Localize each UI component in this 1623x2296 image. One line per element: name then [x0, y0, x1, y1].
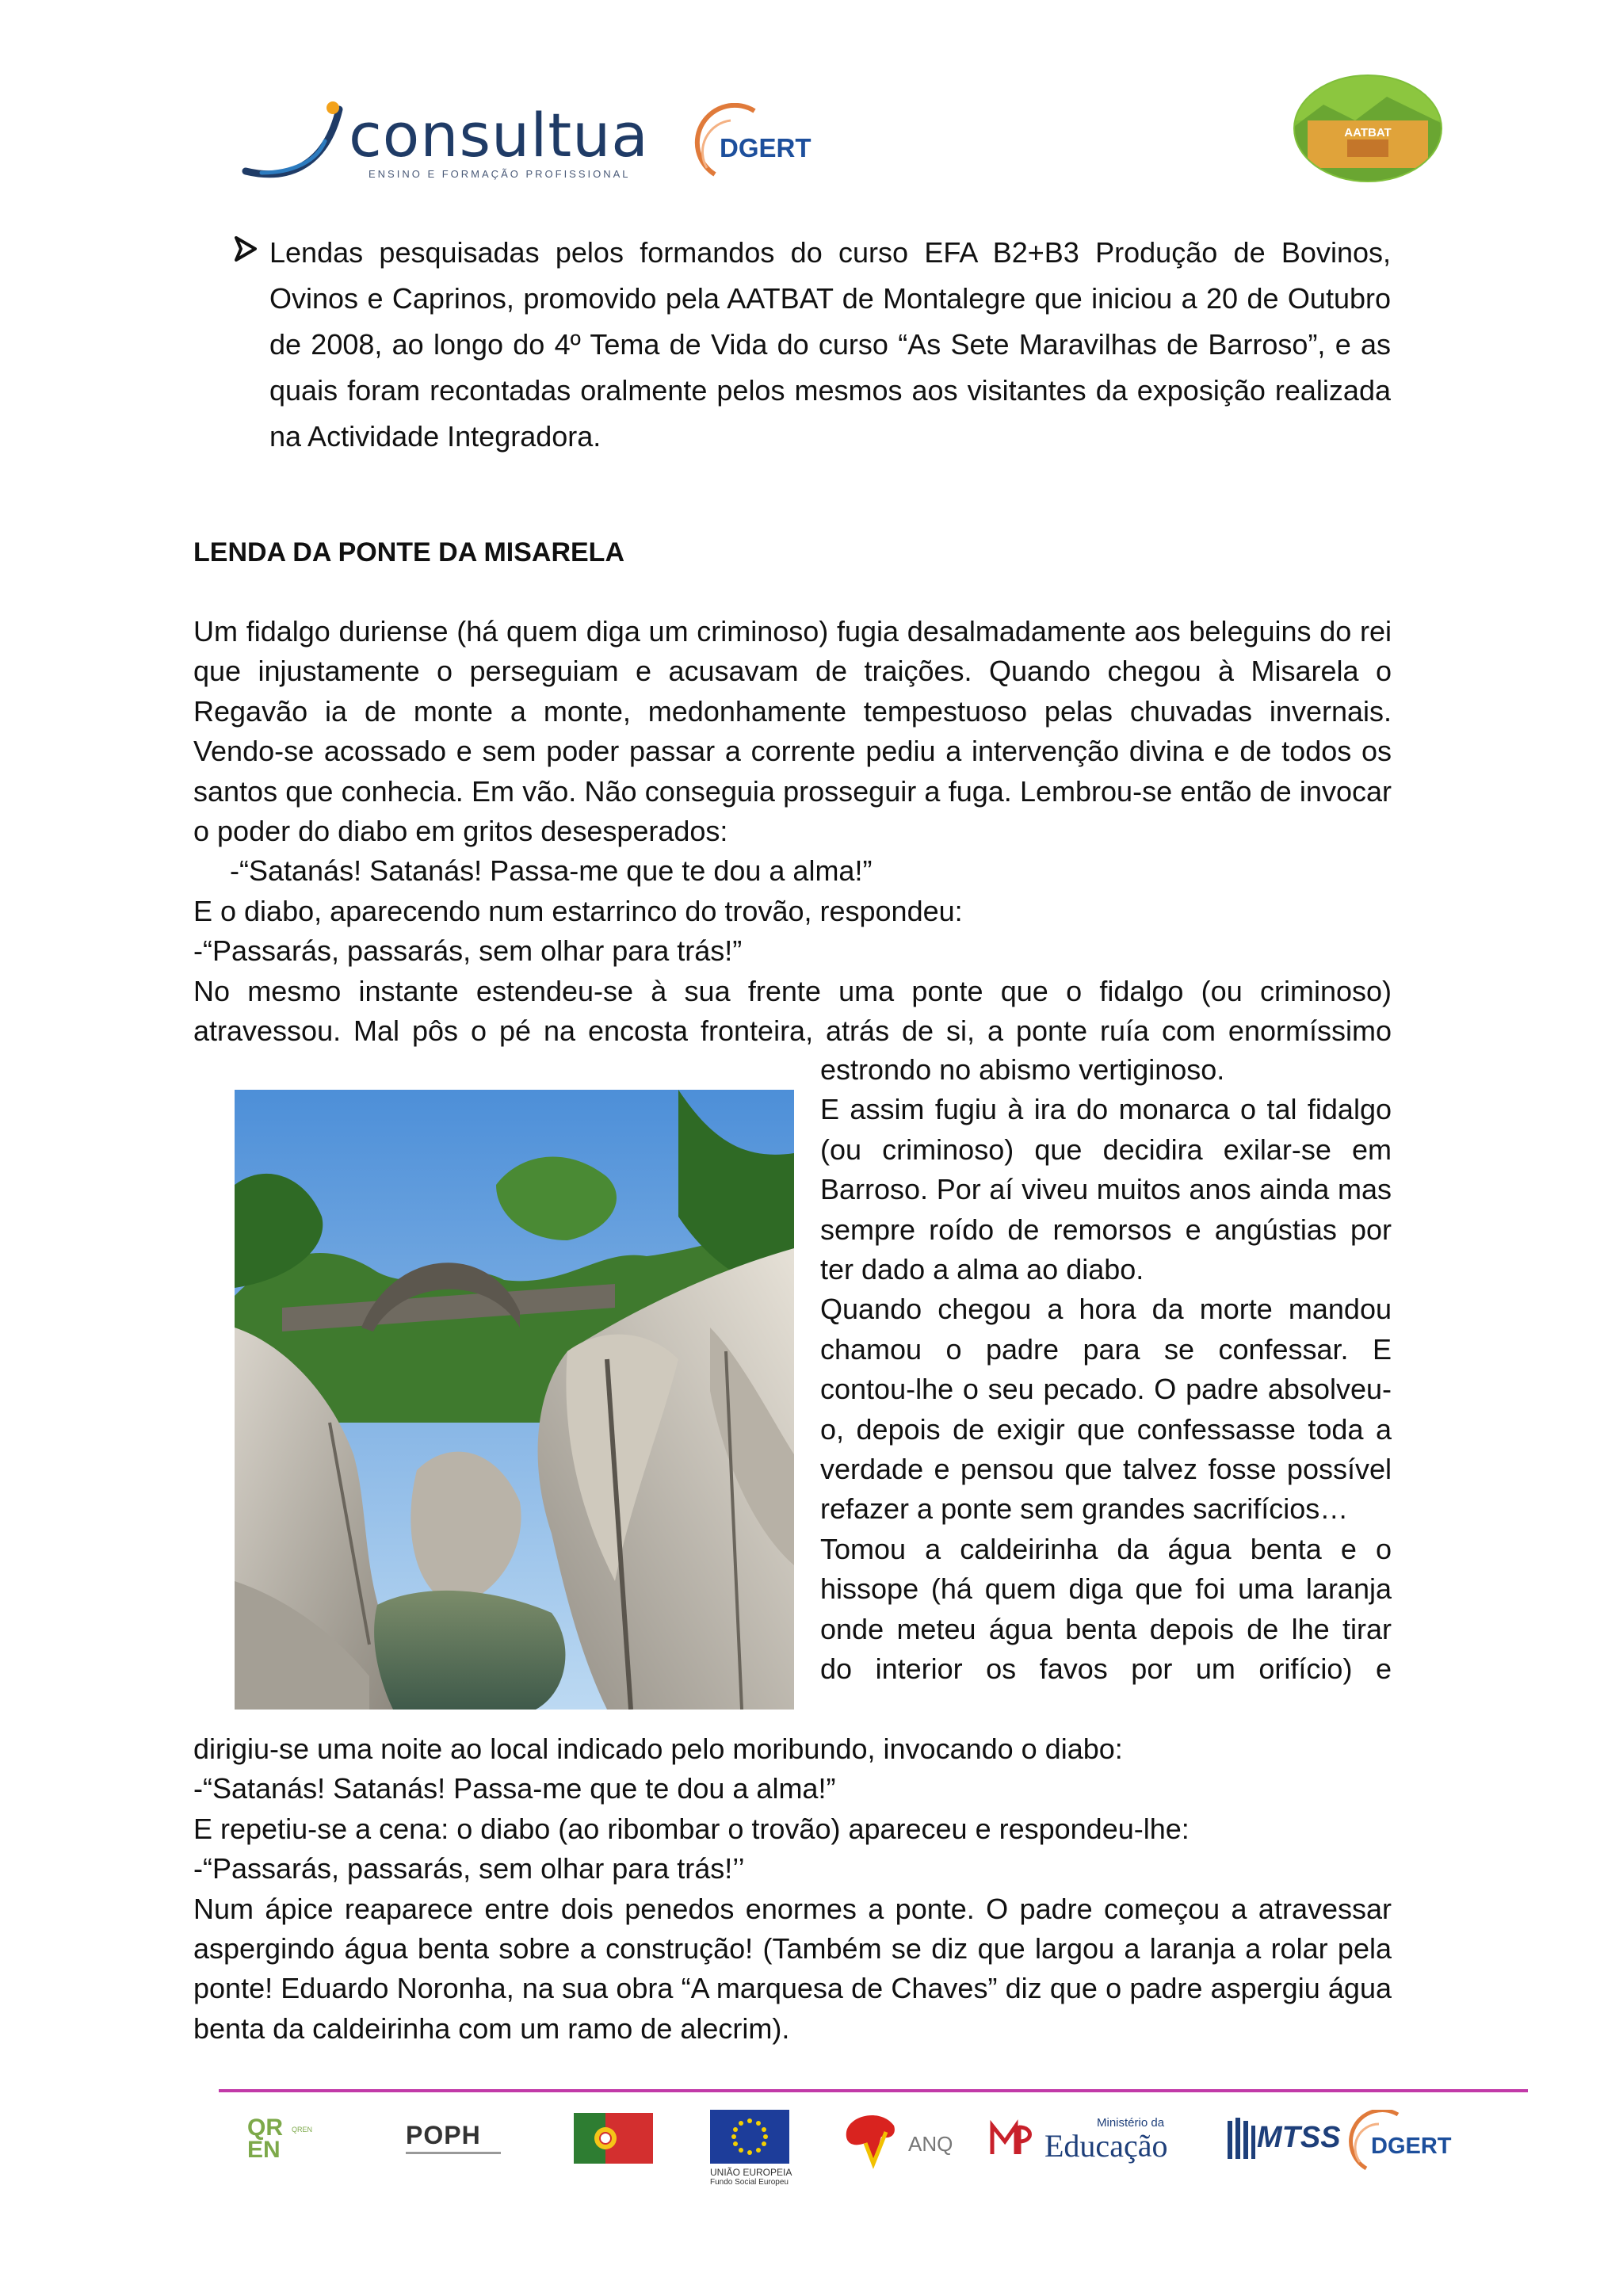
legend-paragraph-8: Num ápice reaparece entre dois penedos enormes a ponte. O padre começou a atravessar aspergindo água benta sobre a construção! (Também se diz que largou a laranja a rolar pela ponte! Eduardo Noronha, na sua obra “A marquesa de Chaves” diz que o padre aspergiu água benta da caldeirinha com um ramo de alecrim). — [193, 1892, 1392, 2045]
portugal-flag-icon — [574, 2113, 653, 2164]
dgert-footer-logo — [1342, 2110, 1461, 2173]
qren-label: QREN — [292, 2126, 313, 2134]
legend-paragraph-1: Um fidalgo duriense (há quem diga um criminoso) fugia desalmadamente aos beleguins do rei que injustamente o perseguiam e acusavam de traições. Quando chegou à Misarela o Regavão ia de monte a monte, medonhamente tempestuoso pelas chuvadas invernais. Vendo-se acossado e sem poder passar a corrente pediu a intervenção divina e de todos os santos que conhecia. Em vão. Não conseguia prosseguir a fuga. Lembrou-se então de invocar o poder do diabo em gritos desesperados: — [193, 615, 1392, 848]
legend-paragraph-4: E assim fugiu à ira do monarca o tal fidalgo (ou criminoso) que decidira exilar-se em Barroso. Por aí viveu muitos anos ainda mas sempre roído de remorsos e angústias por ter dado a alma ao diabo. — [820, 1093, 1392, 1286]
qren-logo — [247, 2115, 342, 2162]
arrow-bullet-icon — [233, 233, 260, 265]
ministerio-label: Ministério da — [1097, 2116, 1165, 2130]
qren-emblem-icon — [247, 2115, 290, 2159]
ministerio-educacao-logo — [987, 2115, 1186, 2170]
legend-paragraph-3-end: estrondo no abismo vertiginoso. — [820, 1053, 1225, 1086]
svg-text:EN: EN — [247, 2137, 281, 2159]
dgert-footer-wordmark: DGERT — [1371, 2134, 1452, 2159]
consultua-tagline: ENSINO E FORMAÇÃO PROFISSIONAL — [369, 168, 631, 180]
aatbat-logo — [1292, 73, 1444, 184]
legend-paragraph-3: No mesmo instante estendeu-se à sua frente uma ponte que o fidalgo (ou criminoso) atravessou. Mal pôs o pé na encosta fronteira, atrás de si, a ponte ruía com enormíssimo — [193, 974, 1392, 1048]
consultua-logo — [238, 94, 650, 189]
legend-quote-1: -“Satanás! Satanás! Passa-me que te dou a alma!” — [230, 854, 873, 888]
eu-sublabel: Fundo Social Europeu — [710, 2178, 789, 2187]
legend-right-column — [820, 1050, 1392, 1690]
mtss-wordmark: MTSS — [1257, 2121, 1341, 2154]
legend-paragraph-6: Tomou a caldeirinha da água benta e o hissope (há quem diga que foi uma laranja onde meteu água benta depois de lhe tirar do interior os favos por um orifício) e — [820, 1532, 1392, 1686]
mtss-logo — [1227, 2113, 1341, 2168]
dgert-wordmark: DGERT — [720, 133, 812, 162]
consultua-wordmark: consultua — [349, 100, 649, 170]
eu-flag-icon — [710, 2110, 789, 2164]
eu-label: UNIÃO EUROPEIA — [710, 2167, 792, 2178]
legend-quote-4: -“Passarás, passarás, sem olhar para trás!’’ — [193, 1852, 745, 1885]
legend-quote-3: -“Satanás! Satanás! Passa-me que te dou a alma!” — [193, 1772, 836, 1805]
portugal-flag — [574, 2113, 653, 2168]
intro-paragraph: Lendas pesquisadas pelos formandos do curso EFA B2+B3 Produção de Bovinos, Ovinos e Caprinos, promovido pela AATBAT de Montalegre que iniciou a 20 de Outubro de 2008, ao longo do 4º Tema de Vida do curso “As Sete Maravilhas de Barroso”, e as quais foram recontadas oralmente pelos mesmos aos visitantes da exposição realizada na Actividade Integradora. — [269, 236, 1391, 453]
ministerio-emblem-icon — [987, 2115, 1035, 2162]
legend-paragraph-7: E repetiu-se a cena: o diabo (ao ribombar o trovão) apareceu e respondeu-lhe: — [193, 1812, 1190, 1845]
mtss-emblem-icon — [1227, 2115, 1255, 2162]
legend-paragraph-6-end: dirigiu-se uma noite ao local indicado pelo moribundo, invocando o diabo: — [193, 1733, 1123, 1765]
aatbat-wordmark: AATBAT — [1344, 126, 1392, 139]
poph-wordmark: POPH — [406, 2121, 481, 2149]
legend-paragraph-5: Quando chegou a hora da morte mandou chamou o padre para se confessar. E contou-lhe o seu pecado. O padre absolveu-o, depois de exigir que confessasse toda a verdade e pensou que talvez fosse possível refazer a ponte sem grandes sacrifícios… — [820, 1293, 1392, 1526]
legend-title: LENDA DA PONTE DA MISARELA — [193, 537, 624, 567]
legend-quote-2: -“Passarás, passarás, sem olhar para trás!” — [193, 934, 743, 968]
consultua-swoosh-icon — [238, 94, 357, 189]
footer-divider — [219, 2089, 1528, 2092]
misarela-bridge-photo — [235, 1090, 794, 1710]
anq-wordmark: ANQ — [908, 2132, 953, 2156]
dgert-logo — [683, 103, 826, 182]
educacao-label: Educação — [1044, 2128, 1168, 2164]
legend-block-top — [193, 612, 1392, 1051]
eu-logo — [710, 2110, 821, 2189]
legend-block-bottom — [193, 1729, 1392, 2049]
anq-emblem-icon — [842, 2108, 905, 2172]
anq-logo — [842, 2108, 968, 2172]
legend-paragraph-2: E o diabo, aparecendo num estarrinco do trovão, respondeu: — [193, 894, 963, 927]
aatbat-emblem-icon — [1292, 73, 1444, 184]
poph-logo — [406, 2121, 509, 2160]
svg-text:QR: QR — [247, 2115, 283, 2141]
